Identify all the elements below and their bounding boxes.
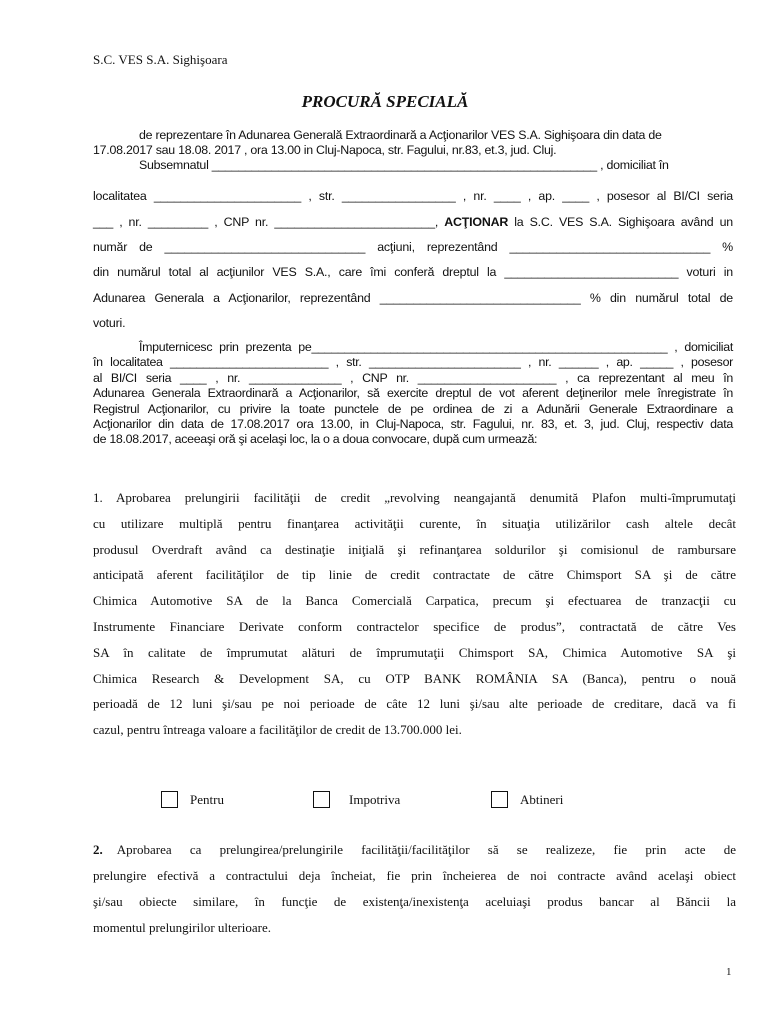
identity-line-6: voturi. xyxy=(93,316,126,330)
intro-line-3: Subsemnatul __________________________________________________________ , domiciliat în xyxy=(139,158,669,172)
identity-line-4: din numărul total al acţiunilor VES S.A., care îmi conferă dreptul la __________________________ voturi in xyxy=(93,265,733,279)
company-name: S.C. VES S.A. Sighişoara xyxy=(93,52,228,67)
mandate-paragraph xyxy=(93,340,733,448)
identity-line-2-post: la S.C. VES S.A. Sighişoara având un xyxy=(508,215,733,229)
mandate-line-1: Împuternicesc prin prezenta pe______________________________________________________ , domiciliat xyxy=(139,340,733,354)
item1-line-6: Instrumente Financiare Derivate conform contractelor specifice de produs”, contractată de către Ves xyxy=(93,618,736,634)
checkbox-abstain[interactable] xyxy=(491,791,508,808)
item1-line-3: produsul Overdraft având ca destinaţie iniţială şi refinanţarea soldurilor şi comisionul de rambursare xyxy=(93,541,736,557)
mandate-line-5: Registrul Acţionarilor, cu privire la toate punctele de pe ordinea de zi a Adunării Generale Extraordinare a xyxy=(93,401,733,416)
vote-abstain-label: Abtineri xyxy=(520,791,564,807)
item2-line-3: şi/sau obiecte similare, în funcţie de existenţa/inexistenţa aceluiaşi produs bancar al Băncii la xyxy=(93,894,736,909)
item1-line-1: 1. Aprobarea prelungirii facilităţii de credit „revolving neangajantă denumită Plafon multi-împrumutaţi xyxy=(93,490,736,505)
shareholder-label: ACŢIONAR xyxy=(444,215,509,229)
mandate-line-7: de 18.08.2017, aceeaşi oră şi acelaşi loc, la o a doua convocare, după cum urmează: xyxy=(93,432,538,447)
agenda-item-1 xyxy=(93,485,736,743)
identity-line-5: Adunarea Generala a Acţionarilor, reprezentând ______________________________ % din numărul total de xyxy=(93,291,733,305)
mandate-line-6: Acţionarilor din data de 17.08.2017 ora 13.00, in Cluj-Napoca, str. Fagului, nr. 83, et. 3, jud. Cluj, respectiv data xyxy=(93,417,733,432)
mandate-line-4: Adunarea Generala Extraordinară a Acţionarilor, să exercite dreptul de vot aferent deţinerilor mele înregistrate în xyxy=(93,386,733,401)
item2-line-2: prelungire efectivă a contractului deja încheiat, fie prin încheierea de noi contracte având acelaşi obiect xyxy=(93,868,736,883)
identity-line-1: localitatea ______________________ , str. _________________ , nr. ____ , ap. ____ , posesor al BI/CI seria xyxy=(93,189,733,203)
vote-option-abstain[interactable] xyxy=(491,791,563,808)
intro-line-2: 17.08.2017 sau 18.08. 2017 , ora 13.00 in Cluj-Napoca, str. Fagului, nr.83, et.3, jud. Cluj. xyxy=(93,143,557,157)
vote-option-against[interactable] xyxy=(313,791,400,808)
item1-line-8: Chimica Research & Development SA, cu OTP BANK ROMÂNIA SA (Banca), pentru o nouă xyxy=(93,670,736,686)
vote-option-for[interactable] xyxy=(161,791,224,808)
intro-paragraph xyxy=(93,128,733,173)
document-title: PROCURĂ SPECIALĂ xyxy=(301,92,469,111)
page-number: 1 xyxy=(726,966,732,978)
item2-number: 2. xyxy=(93,842,103,857)
checkbox-for[interactable] xyxy=(161,791,178,808)
item2-line-1 xyxy=(93,837,736,863)
mandate-line-3: al BI/CI seria ____ , nr. ______________ , CNP nr. _____________________ , ca reprezentant al meu în xyxy=(93,370,733,385)
intro-line-1: de reprezentare în Adunarea Generală Extraordinară a Acţionarilor VES S.A. Sighişoara din data de xyxy=(139,128,662,142)
item2-line-1-text: Aprobarea ca prelungirea/prelungirile facilităţii/facilităţilor să se realizeze, fie prin acte de xyxy=(116,842,736,857)
item1-line-7: SA în calitate de împrumutat alături de împrumutaţii Chimsport SA, Chimica Automotive SA şi xyxy=(93,644,736,660)
identity-line-3: număr de ______________________________ acţiuni, reprezentând ______________________________ % xyxy=(93,240,733,254)
vote-against-label: Impotriva xyxy=(349,791,401,807)
mandate-line-2: în localitatea ________________________ , str. _______________________ , nr. ______ , ap. _____ , posesor xyxy=(93,355,733,370)
item1-line-4: anticipată aferent facilităţilor de tip linie de credit contractate de către Chimsport SA şi de către xyxy=(93,567,736,583)
item1-line-2: cu utilizare multiplă pentru finanţarea activităţii curente, în situaţia utilizărilor cash altele decât xyxy=(93,515,736,531)
item2-line-4: momentul prelungirilor ulterioare. xyxy=(93,920,271,935)
item1-line-5: Chimica Automotive SA de la Banca Comercială Carpatica, precum şi efectuarea de tranzacţii cu xyxy=(93,593,736,609)
item1-line-10: cazul, pentru întreaga valoare a facilităţilor de credit de 13.700.000 lei. xyxy=(93,722,462,738)
item1-line-9: perioadă de 12 luni şi/sau pe noi perioade de câte 12 luni şi/sau alte perioade de creditare, dacă va fi xyxy=(93,696,736,712)
vote-for-label: Pentru xyxy=(190,791,224,807)
agenda-item-2 xyxy=(93,837,736,941)
identity-line-2 xyxy=(93,215,733,229)
identity-line-2-pre: ___ , nr. _________ , CNP nr. ________________________, xyxy=(93,215,445,229)
checkbox-against[interactable] xyxy=(313,791,330,808)
